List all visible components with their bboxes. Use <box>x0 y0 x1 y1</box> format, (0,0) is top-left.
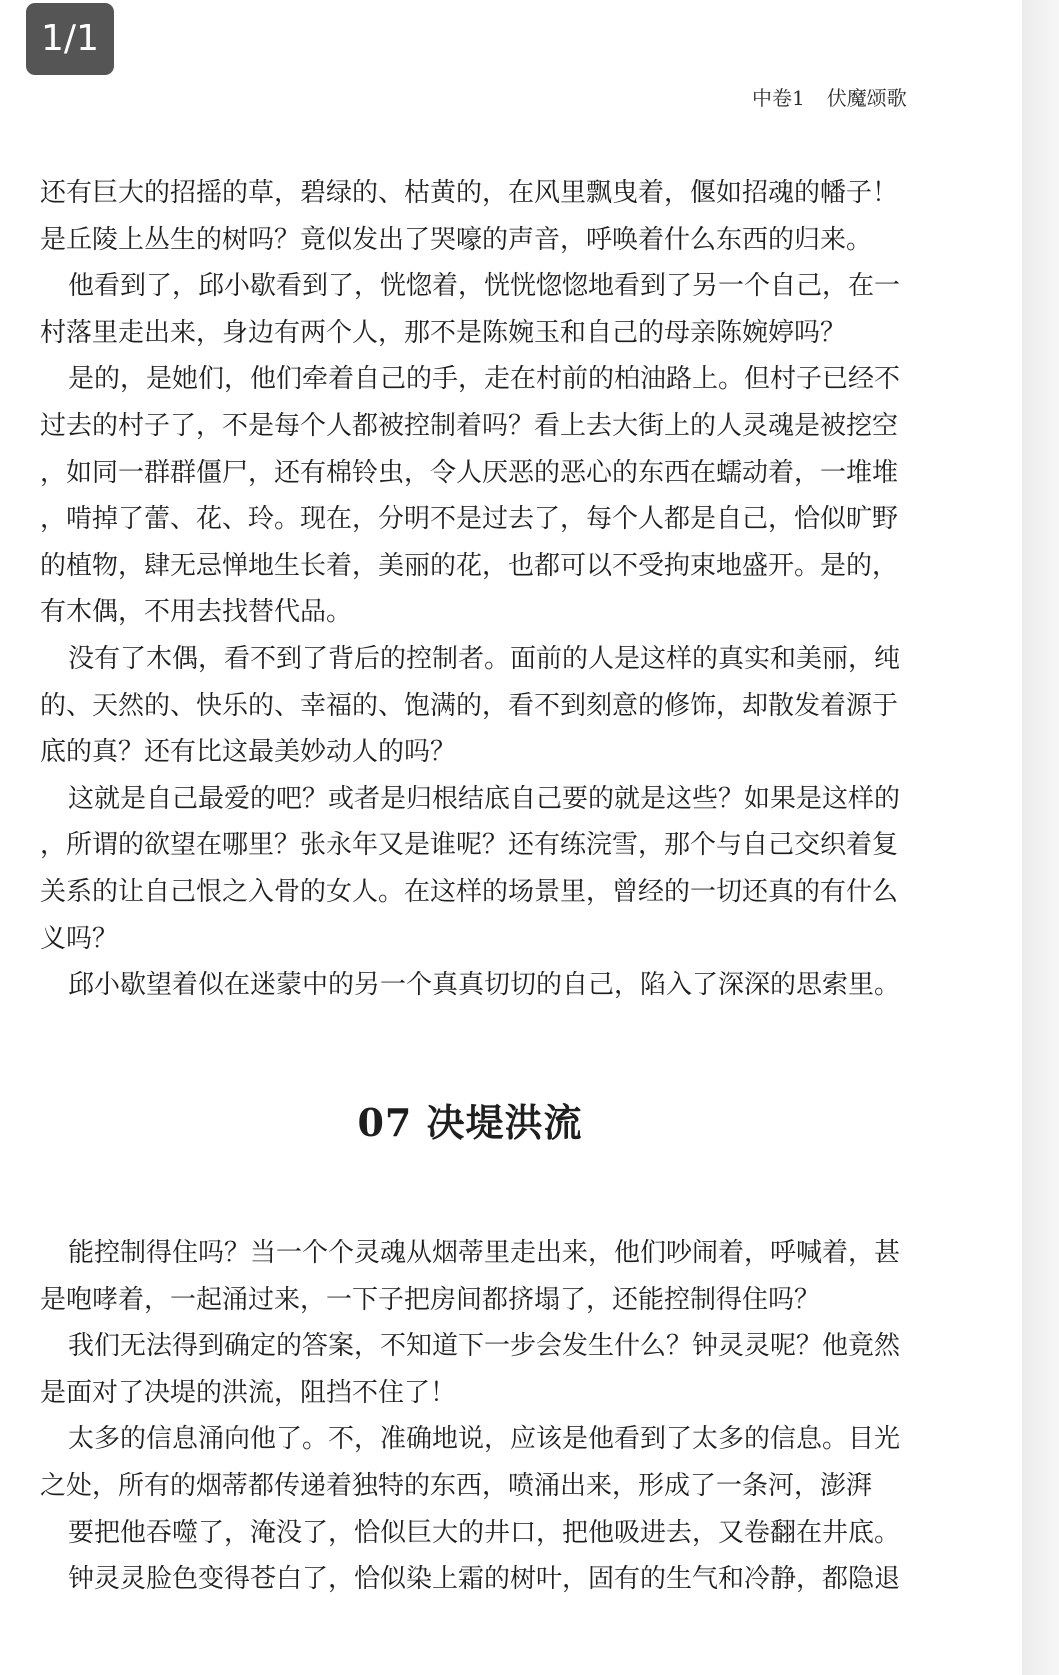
text-line: 要把他吞噬了，淹没了，恰似巨大的井口，把他吸进去，又卷翻在井底。 <box>68 1517 901 1548</box>
text-line: 没有了木偶，看不到了背后的控制者。面前的人是这样的真实和美丽，纯 <box>68 643 901 674</box>
text-line: 有木偶，不用去找替代品。 <box>40 597 353 628</box>
text-line: 这就是自己最爱的吧？或者是归根结底自己要的就是这些？如果是这样的 <box>68 783 901 814</box>
text-line: 村落里走出来，身边有两个人，那不是陈婉玉和自己的母亲陈婉婷吗？ <box>40 317 847 348</box>
text-line: 还有巨大的招摇的草，碧绿的、枯黄的，在风里飘曳着，偃如招魂的幡子！ <box>40 178 899 208</box>
text-section-1 <box>40 170 940 1009</box>
text-line: ，如同一群群僵尸，还有棉铃虫，令人厌恶的恶心的东西在蠕动着，一堆堆 <box>40 457 899 488</box>
text-line: 是丘陵上丛生的树吗？竟似发出了哭嚎的声音，呼唤着什么东西的归来。 <box>40 224 873 255</box>
text-line: 底的真？还有比这最美妙动人的吗？ <box>40 737 457 768</box>
text-line: 过去的村子了，不是每个人都被控制着吗？看上去大街上的人灵魂是被挖空 <box>40 410 899 441</box>
text-line: 是面对了决堤的洪流，阻挡不住了！ <box>40 1377 457 1408</box>
running-header <box>752 82 907 111</box>
header-volume: 中卷1 <box>752 86 805 110</box>
text-line: 是的，是她们，他们牵着自己的手，走在村前的柏油路上。但村子已经不 <box>68 364 901 395</box>
text-section-2 <box>40 1230 940 1603</box>
text-line: ，啃掉了蕾、花、玲。现在，分明不是过去了，每个人都是自己，恰似旷野 <box>40 504 899 535</box>
text-line: 能控制得住吗？当一个个灵魂从烟蒂里走出来，他们吵闹着，呼喊着，甚 <box>68 1238 901 1268</box>
text-line: 邱小歇望着似在迷蒙中的另一个真真切切的自己，陷入了深深的思索里。 <box>68 970 901 1001</box>
text-line: 的植物，肆无忌惮地生长着，美丽的花，也都可以不受拘束地盛开。是的， <box>40 550 899 581</box>
text-line: 钟灵灵脸色变得苍白了，恰似染上霜的树叶，固有的生气和冷静，都隐退 <box>68 1564 901 1595</box>
text-line: 之处，所有的烟蒂都传递着独特的东西，喷涌出来，形成了一条河，澎湃 <box>40 1470 873 1501</box>
text-line: 太多的信息涌向他了。不，准确地说，应该是他看到了太多的信息。目光 <box>68 1424 901 1455</box>
header-title: 伏魔颂歌 <box>826 86 907 110</box>
text-line: 他看到了，邱小歇看到了，恍惚着，恍恍惚惚地看到了另一个自己，在一 <box>68 271 901 302</box>
page-edge-strip <box>1022 0 1059 1675</box>
text-line: ，所谓的欲望在哪里？张永年又是谁呢？还有练浣雪，那个与自己交织着复 <box>40 830 899 861</box>
page-counter-badge[interactable]: 1/1 <box>26 3 114 75</box>
text-line: 义吗？ <box>40 923 119 954</box>
chapter-title: 07 决堤洪流 <box>357 1100 583 1145</box>
text-line: 我们无法得到确定的答案，不知道下一步会发生什么？钟灵灵呢？他竟然 <box>68 1331 901 1362</box>
text-line: 关系的让自己恨之入骨的女人。在这样的场景里，曾经的一切还真的有什么 <box>40 876 899 907</box>
text-line: 是咆哮着，一起涌过来，一下子把房间都挤塌了，还能控制得住吗？ <box>40 1284 821 1315</box>
text-line: 的、天然的、快乐的、幸福的、饱满的，看不到刻意的修饰，却散发着源于 <box>40 690 899 721</box>
